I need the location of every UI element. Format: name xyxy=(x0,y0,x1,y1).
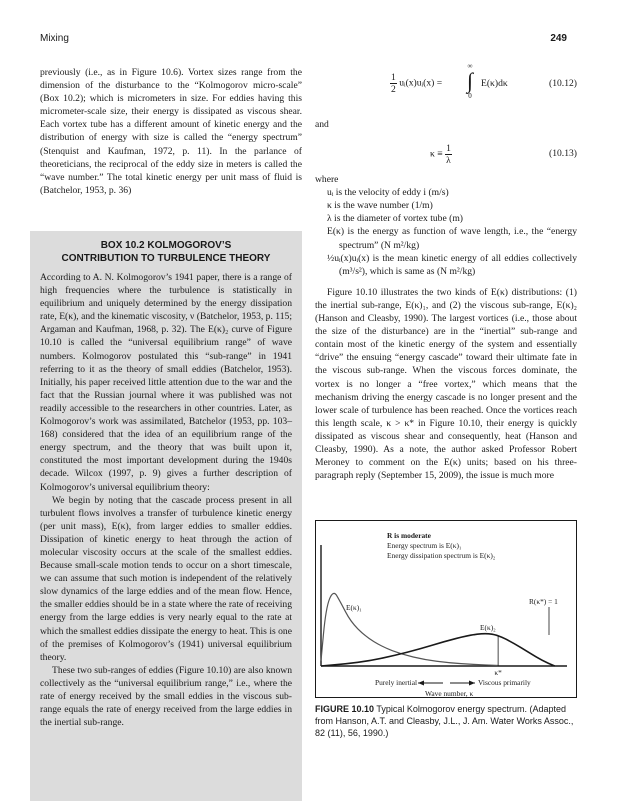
box-paragraph-2: We begin by noting that the cascade process present in all turbulent flows involves a transfer of turbulence kinetic energy (per unit mass), E(κ), from larger eddies to smaller eddies. Dissipation of kinetic energy to heat through the action of molecular viscosity occurs at the scale of the smallest eddies. Because small-scale motion tends to occur on a short timescale, we can assume that such motion is independent of the relatively slow dynamics of the large eddies and of the mean flow. Hence, the smaller eddies should be in a state where the rate of receiving energy from the large eddies is very nearly equal to the rate at which the smallest eddies dissipate the energy to heat. This is one of the premises of Kolmogorov’s (1941) universal equilibrium theory. xyxy=(40,494,292,663)
eq2-denominator: λ xyxy=(446,155,451,167)
where-item: κ is the wave number (1/m) xyxy=(327,200,433,212)
legend-line-1: R is moderate xyxy=(387,531,431,540)
eq2-lhs: κ ≡ xyxy=(430,148,443,160)
energy-spectrum-chart xyxy=(315,520,577,698)
box-10-2 xyxy=(30,231,302,801)
where-item: λ is the diameter of vortex tube (m) xyxy=(327,213,463,225)
series-label-e1: E(κ)₁ xyxy=(346,603,362,612)
right-paragraph: Figure 10.10 illustrates the two kinds of E(κ) distributions: (1) the inertial sub-range, E(κ)₁, and (2) the viscous sub-range, E(κ)₂ (Hanson and Cleasby, 1990). The largest vortices (i.e., those about the size of the disturbance) are in the “inertial” sub-range and contain most of the kinetic energy of the system and essentially “drive” the ensuing “energy cascade” toward their ultimate fate in the viscous sub-range. When the viscous forces dominate, the vortex is no longer a “free vortex,” which means that the mechanism driving the energy cascade is no longer present and the lower scale of turbulence has been reached. Once the vortices reach this length scale, κ > κ* in Figure 10.10, their energy is quickly dissipated as viscous shear and consequently, heat (Hanson and Cleasby, 1990). As a note, the author asked Professor Robert Meroney to comment on the E(κ) units; based on his three-paragraph reply (September 15, 2009), the issue is much more xyxy=(315,286,577,482)
equation-10-13 xyxy=(315,135,577,169)
right-column xyxy=(315,62,577,482)
where-item: ½uᵢ(x)uᵢ(x) is the mean kinetic energy of all eddies collectively (m³/s²), which is same as (N m²/kg) xyxy=(327,252,577,277)
eq1-fraction xyxy=(390,72,397,95)
viscous-label: Viscous primarily xyxy=(478,678,531,687)
r-label: R(κ*) = 1 xyxy=(529,597,558,606)
and-text: and xyxy=(315,119,329,130)
inertial-label: Purely inertial xyxy=(375,678,418,687)
integral-lower: 0 xyxy=(468,92,472,100)
figure-10-10 xyxy=(315,520,577,698)
intro-text: previously (i.e., as in Figure 10.6). Vortex sizes range from the dimension of the disturbance to the “Kolmogorov micro-scale” (Box 10.2); which is micrometers in size. For eddies having this micrometer-scale size, their energy is dissipated as viscous shear. Each vortex tube has a different amount of kinetic energy and the distribution of energy with size is called the “energy spectrum” (Stenquist and Kaufman, 1972, p. 11). In the parlance of theoreticians, the reciprocal of the eddy size in meters is called the “wave number.” The total kinetic energy per unit mass of fluid is (Batchelor, 1953, p. 36) xyxy=(40,67,302,196)
equation-10-12 xyxy=(315,62,577,108)
where-title: where xyxy=(315,174,339,186)
x-axis-label: Wave number, κ xyxy=(425,689,474,698)
integral-sign-icon: ∫ xyxy=(466,68,474,93)
series-label-e2: E(κ)₂ xyxy=(480,623,496,632)
where-list xyxy=(315,173,577,278)
eq1-lhs: uᵢ(x)uᵢ(x) = xyxy=(399,77,443,89)
integral xyxy=(460,62,480,100)
caption-text: Typical Kolmogorov energy spectrum. (Adapted from Hanson, A.T. and Cleasby, J.L., J. Am. Water Works Assoc., 82 (11), 56, 1990.) xyxy=(315,704,574,738)
box-title xyxy=(40,239,292,265)
caption-label: FIGURE 10.10 xyxy=(315,704,375,714)
page-number: 249 xyxy=(550,33,567,44)
box-title-line1: BOX 10.2 KOLMOGOROV’S xyxy=(100,240,232,251)
box-paragraph-3: These two sub-ranges of eddies (Figure 10.10) are also known collectively as the “universal equilibrium range,” i.e., where the rate of energy received by the small eddies in the viscous sub-range equals the rate of energy received from the large eddies in the inertial sub-range. xyxy=(40,664,292,729)
where-item: uᵢ is the velocity of eddy i (m/s) xyxy=(327,187,449,199)
kstar-label: κ* xyxy=(494,668,502,677)
box-paragraph-1: According to A. N. Kolmogorov’s 1941 paper, there is a range of high frequencies where the turbulence is statistically in equilibrium and uniquely determined by the energy dissipation rate, E(κ), and the kinematic viscosity, ν (Batchelor, 1953, p. 115; Argaman and Kaufman, 1968, p. 32). The E(κ)₂ curve of Figure 10.10 is called the “universal equilibrium range” of wave numbers. Kolmogorov postulated this “sub-range” in 1941 referring to it as the theory of small eddies (Batchelor, 1953). Initially, his paper received little attention due to the war and the fact that the Russian journal where it was published was not readily accessible to the researchers in other countries. Later, as Kolmogorov’s work was assimilated, Batchelor (1953, pp. 103–168) considered that the idea of an equilibrium range of the energy spectrum, and the theory that was built upon it, constituted the most important development during the 1940s decade. Wilcox (1997, p. 9) gives a further description of Kolmogorov’s universal equilibrium theory: xyxy=(40,272,292,493)
eq1-rhs: E(κ)dκ xyxy=(481,78,508,89)
where-item: E(κ) is the energy as function of wave length, i.e., the “energy spectrum” (N m²/kg) xyxy=(327,226,577,251)
legend-line-3: Energy dissipation spectrum is E(κ)₂ xyxy=(387,551,496,560)
running-header-section: Mixing xyxy=(40,33,69,44)
box-title-line2: CONTRIBUTION TO TURBULENCE THEORY xyxy=(61,253,271,264)
eq1-label: (10.12) xyxy=(549,78,577,89)
intro-paragraph xyxy=(40,66,302,197)
legend-line-2: Energy spectrum is E(κ)₁ xyxy=(387,541,462,550)
eq2-fraction xyxy=(445,143,452,166)
figure-caption xyxy=(315,703,577,739)
integral-upper: ∞ xyxy=(467,62,473,70)
eq1-denominator: 2 xyxy=(391,84,396,95)
eq2-numerator: 1 xyxy=(446,143,451,155)
eq2-label: (10.13) xyxy=(549,148,577,160)
eq1-numerator: 1 xyxy=(391,72,396,83)
